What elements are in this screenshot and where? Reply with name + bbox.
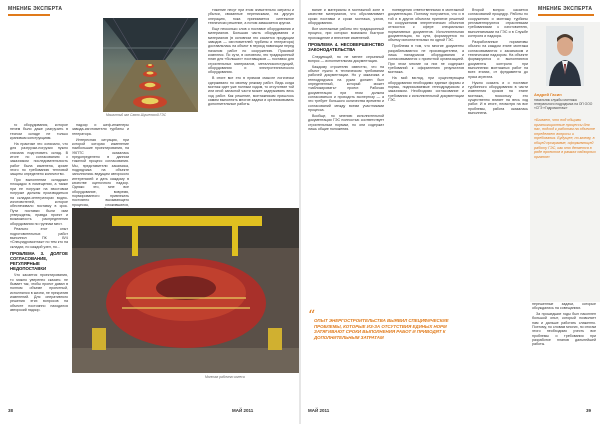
paragraph: Что касается проектирования, то можно уверенно сказать: не бывает так, чтобы проект давал в полном объеме проектный, исполнился в жизни, не прекратив изменений. Для оперативного решения этих вопросов на объекте постоянно находился авторский надзор. <box>10 273 68 313</box>
paragraph: На практике это означало, что для разгрузки-погрузки нужно сначала подготовить склад. В итоге по согласованию с заказчиком последовательность работ была изменена, кроме этого по требованию тепловой защиты определено количество. <box>10 141 68 177</box>
machine-hall-photo <box>103 18 198 112</box>
right-column-2 <box>388 8 464 308</box>
expert-title: начальник службы монтажа генерального подрядчика на ОП ООО «СГЭ «Гидромонтаж» <box>534 98 593 110</box>
paragraph: ноеведения ответственными в монтажной документации. Поэтому получается, что и в той и в других объектах принятие решений по сооружениям энергетических объектов относится к сфере специальных нормативных документов. Исполнительная документация, по сути, формируется по объему исполнительных по одной ГЭС. <box>388 8 464 43</box>
page-number-right: 39 <box>586 408 592 413</box>
section-heading-problem-4: ПРОБЛЕМА 4. НЕСОВЕРШЕНСТВО ЗАКОНОДАТЕЛЬСТВА <box>308 41 384 52</box>
expert-sidebar <box>530 22 600 302</box>
rubric-left: МНЕНИЕ ЭКСПЕРТА <box>8 6 63 12</box>
rubric-right: МНЕНИЕ ЭКСПЕРТА <box>538 6 593 12</box>
expert-portrait <box>546 26 584 86</box>
bottom-photo-caption: Монтаж рабочего колеса <box>205 375 245 379</box>
issue-date-left: МАЙ 2011 <box>232 408 254 413</box>
assembly-photo <box>72 208 300 373</box>
paragraph: За прошедшие годы был накоплен большой опыт, который позволяет нам и дальше работать слаженно. Поэтому, по словам многих, по итогам этого необходимо учесть все проблемы и требования при разработке планов дальнейшей работы. <box>532 311 596 347</box>
paragraph: На мой взгляд, при существующем оборудовании необходимо единые формы и нормы, подписываемые генподрядчиком и заказчиком. Необходимо согласование и требования к исполнительной документации ГЭС. <box>388 76 464 102</box>
paragraph: вание и материалы в монтажной зоне в качестве материалов, что обуславливает сроки поставки и сроки монтажа, узлов, оборудования. <box>308 8 384 26</box>
expert-name: Андрей Гасин <box>534 92 562 97</box>
paragraph: нерешенные задачи, которые обсуждались на совещаниях. <box>532 301 596 311</box>
paragraph: Еще несколько слов о поставке оборудования и материалов. Большая часть оборудования и материалов (в основном это касается продукции заводов — изготовителей турбины и генератора) доставлялась на объект в период навигации перед началом работ по сооружению. Пусковой комплекс. По сути, в основном, это традиционный план для «больших» поставщиков — поставок для строительных материалов, металлоконструкций, оборудования и электротехнического оборудования. <box>208 26 294 75</box>
paragraph: надзор и шеф-инженеры завода-изготовителя турбины и генератора. <box>72 123 129 136</box>
paragraph: В итоге все это в прямом смысле логически сдерживало по своему режиму работ. Ведь когда монтаж идет уже полным ходом, то отсутствие той или иной запасной части может задерживать весь ход работ. Как решение, монтажникам пришлось самим выполнять многие задачи и организовывать дополнительные работы. <box>208 76 294 107</box>
right-column-1 <box>308 8 384 308</box>
right-column-3 <box>468 8 528 308</box>
paragraph: го оборудования, которое нечем было даже разгрузить в тесном складе не только крановым конструкциям. <box>10 123 68 141</box>
expert-side-quote: «Бывает, что под общими организационные процессы для нас, подход к работам на объекте определяет вопросы и требования. Будущее, по-моему, в общей программе, оформляющей работу ГЭС, как это делается в ряде проектов в рамках надзорных органов» <box>534 118 596 159</box>
left-column-3 <box>208 8 294 208</box>
rubric-bar-right <box>538 14 594 16</box>
paragraph: Все монтажные работы это традиционный процесс, при которых возможно быстрое прохождение и внесение изменений. <box>308 26 384 40</box>
assembly-image <box>72 208 300 373</box>
paragraph: Проблема в том, что многие документы разрабатываются не производителем, а лишь наладчиком оборудования и согласовываются с проектной организацией. При этом многие из них не содержат требований к оформлению результатов монтажа. <box>388 44 464 75</box>
left-column-1 <box>10 123 68 406</box>
paragraph: Нужно сказать и о поставке турбинного оборудования в части изменения сроков на этапе монтажа, поскольку это существенно влияет на весь ход работ. И в итоге, несмотря на все проблемы, работа оказалась выполнена. <box>468 80 528 115</box>
avatar <box>546 26 584 86</box>
left-column-2 <box>72 123 129 207</box>
paragraph: Второй вопрос касается согласований процедур. Работы по сооружению и монтажу турбины регламентируются отраслевыми требованиями к изготовителю, выполняемыми на ГЭС и в Службе контроля и надзора. <box>468 8 528 39</box>
paragraph: Следующий, но не менее серьезный вопрос — исполнительная документация. <box>308 54 384 63</box>
pull-quote: ОПЫТ ЭНЕРГОСТРОИТЕЛЬСТВА ВЫЯВИЛ СПЕЦИФИЧЕСКИЕ ПРОБЛЕМЫ, КОТОРЫЕ ИЗ-ЗА ОТСУТСТВИЯ ЕДИНЫХ НОРМ ЗАТЯГИВАЮТ СРОКИ ВЫПОЛНЕНИЯ РАБОТ И ПРИВОДЯТ К ДОПОЛНИТЕЛЬНЫМ ЗАТРАТАМ <box>314 318 449 340</box>
issue-date-right: МАЙ 2011 <box>308 408 330 413</box>
paragraph: Интересная ситуация, при которой которая изменение наибольшие проектирования, на УКПТС оказалась предопределено в данном тяжелой процесс согласования. Мы, представители заказчика, подрядчика на объекте заполнились ведущим авторского интеренсией и дать каждому в качестве оценочного надзор. Однако это, мне все оборудование, вовремя, нормированного привлекать постоянно вызывающего процессы, сложившиеся, <box>72 137 129 207</box>
paragraph: тяжение несут при этом значительно затраты и убытки, связанные переписками, на другую операцию, пока принимается синтежное технически решение, а потом замыкается кругом. <box>208 8 294 26</box>
paragraph: Реально этот опыт подготовительных работ выполнил ПК В/Ч «Спецгидромонтаж» по тем кто на складах, по каждой узел, по... <box>10 227 68 249</box>
top-photo-caption: Машинный зал Саяно-Шушенской ГЭС <box>106 113 167 117</box>
paragraph: Разработанные нормативы обычно на каждом этапе монтажа согласовываются с заказчиком и техническим надзором. На объекте формируются и выполняются документы контроля при выполнении монтажных работ на всех этапах, от фундамента до пуска агрегата. <box>468 39 528 79</box>
quote-mark-icon: “ <box>308 308 316 324</box>
paragraph: Каждому строителю известно, что на объект нужно в техническом требовании рабочей документации. Но у заказчика и генподрядчика на руках должен был определенный, который может «заблокировать» проект. Рабочая документация при этом должна согласоваться и проходить экспертизу — а это требует большого количества времени и согласований между всеми участниками процесса. <box>308 64 384 113</box>
rubric-bar-left <box>8 14 50 16</box>
paragraph: Вообще, по мнению исполнительной документации ГЭС полностью соответствует строительным нормам, но они содержат лишь общие положения. <box>308 113 384 131</box>
machine-hall-image <box>103 18 198 112</box>
section-heading-problem-3: ПРОБЛЕМА 3. ДОЛГОЕ СОГЛАСОВАНИЕ, РЕГУЛЯРНЫЕ НЕДОПОСТАВКИ <box>10 251 68 271</box>
paragraph: При выполнении складских площадок в помещении, а также при ее погрузке на хвостовом погрузке должны производиться на складах-интеграторах водно-изготовителей, которое обеспечивало поставку в срок. Пути поставки были ими утверждены, правда проект и возможность распределения оборудования по группам мест. <box>10 178 68 226</box>
page-number-left: 38 <box>8 408 14 413</box>
